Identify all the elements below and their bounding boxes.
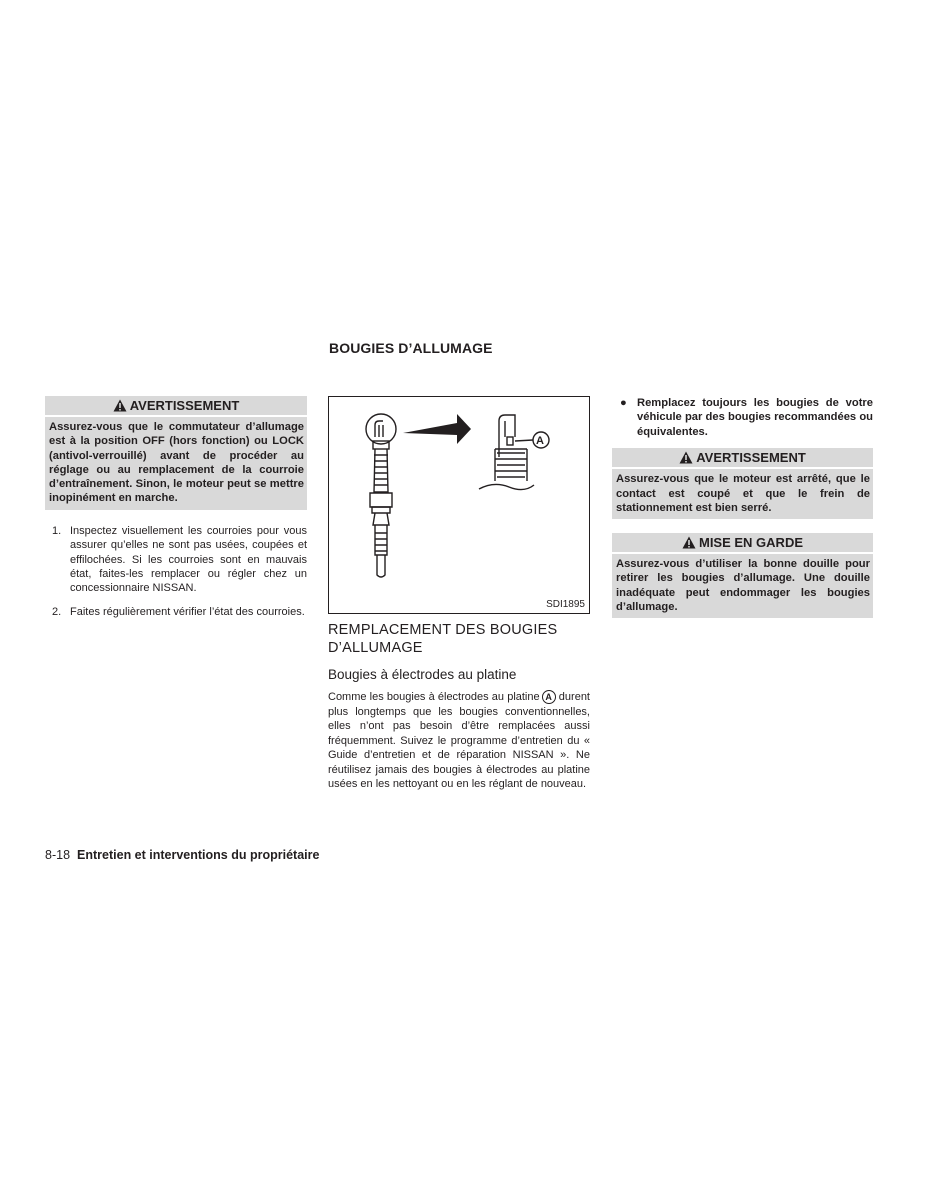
bullet-icon: ● xyxy=(620,397,627,409)
figure-callout-label: A xyxy=(536,435,544,447)
warning-box-engine xyxy=(612,448,873,519)
caution-text: Assurez-vous d’utiliser la bonne douille pour retirer les bougies d’allumage. Une douille inadéquate peut endommager les bougies d’allumage. xyxy=(616,558,870,613)
page-number: 8-18 xyxy=(45,848,71,862)
chapter-title: Entretien et interventions du propriétaire xyxy=(77,848,320,862)
warning-box-title xyxy=(45,396,307,417)
right-column xyxy=(612,396,873,632)
step-text: Inspectez visuellement les courroies pour vous assurer qu’elles ne sont pas usées, coupées et effilochées. Si les courroies sont en mauvais état, faites-les remplacer ou régler chez un concessionnaire NISSAN. xyxy=(70,524,307,595)
platinum-plugs-text xyxy=(328,690,590,792)
caution-box-title xyxy=(612,533,873,554)
list-item xyxy=(45,605,307,619)
caution-title-text: MISE EN GARDE xyxy=(698,535,803,551)
warning-text: Assurez-vous que le commutateur d’allumage est à la position OFF (hors fonction) ou LOCK (antivol-verrouillé) avant de procéder au réglage ou au remplacement de la courroie d’entraînement. Sinon, le moteur peut se mettre inopinément en marche. xyxy=(49,421,304,505)
spark-plug-figure xyxy=(328,396,590,614)
warning-triangle-icon xyxy=(679,451,693,464)
callout-a-icon: A xyxy=(542,690,556,704)
bullet-text: Remplacez toujours les bougies de votre véhicule par des bougies recommandées ou équivalentes. xyxy=(637,397,873,438)
step-number: 1. xyxy=(52,524,62,537)
warning-box-belt xyxy=(45,396,307,510)
warning-title-text: AVERTISSEMENT xyxy=(696,450,806,466)
middle-column xyxy=(328,396,590,792)
body-text-rest: durent plus longtemps que les bougies conventionnelles, elles n’ont pas besoin d’être remplacées aussi fréquemment. Suivez le programme d’entretien du « Guide d’entretien et de réparation NISSAN ». Ne réutilisez jamais des bougies à électrodes au platine usées en les nettoyant ou en les réglant de nouveau. xyxy=(328,691,590,790)
warning-triangle-icon xyxy=(113,399,127,412)
inspection-steps xyxy=(45,524,307,619)
warning-box-title xyxy=(612,448,873,469)
step-number: 2. xyxy=(52,605,62,618)
list-item xyxy=(612,396,873,439)
step-text: Faites régulièrement vérifier l’état des courroies. xyxy=(70,605,305,618)
caution-box xyxy=(612,533,873,618)
warning-title-text: AVERTISSEMENT xyxy=(129,398,240,413)
warning-text: Assurez-vous que le moteur est arrêté, que le contact est coupé et que le frein de stationnement est bien serré. xyxy=(616,473,870,514)
replacement-heading: REMPLACEMENT DES BOUGIES D’ALLUMAGE xyxy=(328,622,558,656)
section-title: BOUGIES D’ALLUMAGE xyxy=(329,340,493,356)
left-column xyxy=(45,396,307,628)
page-footer xyxy=(45,848,319,862)
figure-id: SDI1895 xyxy=(546,599,585,610)
body-text-start: Comme les bougies à électrodes au platine xyxy=(328,691,540,703)
list-item xyxy=(45,524,307,596)
spark-plug-illustration xyxy=(329,397,591,615)
warning-triangle-icon xyxy=(682,536,696,549)
platinum-plugs-heading: Bougies à électrodes au platine xyxy=(328,667,517,682)
